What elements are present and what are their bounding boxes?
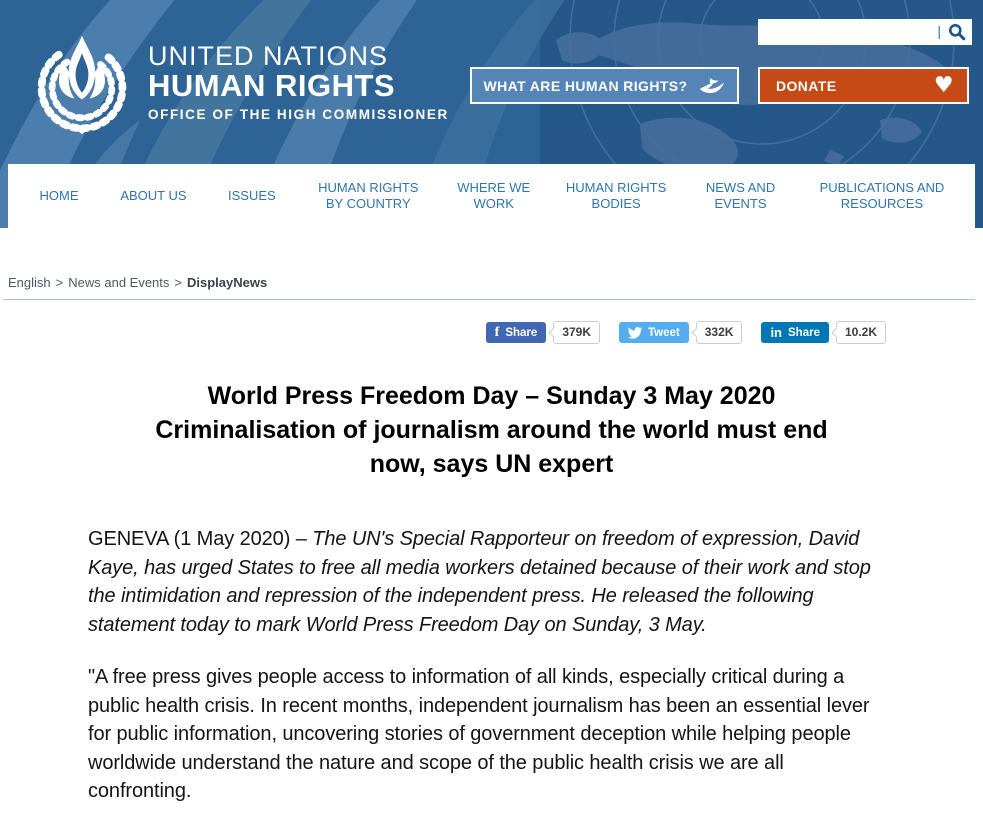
article-title-line-3: now, says UN expert (369, 450, 614, 478)
breadcrumb-separator: > (55, 275, 64, 290)
search-separator: | (937, 23, 941, 39)
facebook-share-button[interactable] (486, 322, 547, 343)
un-human-rights-emblem-icon (29, 34, 135, 136)
breadcrumb (8, 275, 983, 290)
nav-item-human-rights-by-country[interactable]: HUMAN RIGHTS BY COUNTRY (318, 180, 419, 211)
article-title (82, 379, 902, 481)
nav-item-human-rights-bodies[interactable]: HUMAN RIGHTS BODIES (565, 180, 667, 211)
facebook-share-group (486, 321, 600, 344)
linkedin-share-label: Share (788, 326, 820, 339)
tweet-count: 332K (696, 321, 743, 344)
tweet-button[interactable] (619, 322, 689, 343)
article-paragraph-2: "A free press gives people access to information of all kinds, especially critical during a public health crisis. In recent months, independent journalism has been an essential lever for public information, uncovering stories of government deception while helping people worldwide understand the nature and scope of the public health crisis we are all confronting. (88, 666, 870, 802)
site-header (0, 0, 983, 228)
donate-label: DONATE (776, 77, 837, 94)
nav-item-publications-and-resources[interactable]: PUBLICATIONS AND RESOURCES (819, 180, 945, 211)
tweet-label: Tweet (648, 326, 680, 339)
facebook-share-label: Share (505, 326, 538, 339)
dove-icon (698, 75, 726, 97)
nav-item-home[interactable]: HOME (39, 188, 79, 203)
main-navigation (8, 164, 975, 228)
linkedin-icon: in (770, 325, 782, 340)
linkedin-share-button[interactable] (761, 322, 829, 343)
search-box (758, 19, 972, 45)
linkedin-share-group (761, 321, 886, 344)
what-are-human-rights-button[interactable] (470, 67, 739, 104)
heart-icon: ♥ (933, 72, 954, 98)
nav-item-about-us[interactable]: ABOUT US (120, 188, 187, 203)
breadcrumb-separator: > (174, 275, 182, 290)
logo-united-nations: UNITED NATIONS (148, 41, 389, 71)
social-share-row (0, 321, 983, 344)
search-icon (948, 23, 966, 41)
linkedin-share-count: 10.2K (836, 321, 886, 344)
paragraph-1-lead: GENEVA (1 May 2020) – (88, 528, 313, 550)
breadcrumb-news-and-events[interactable]: News and Events (68, 275, 170, 290)
article-title-line-1: World Press Freedom Day – Sunday 3 May 2020 (207, 382, 776, 410)
article-title-line-2: Criminalisation of journalism around the world must end (155, 416, 828, 444)
logo-text (148, 42, 449, 122)
facebook-share-count: 379K (553, 321, 600, 344)
article-paragraph-1 (88, 525, 892, 639)
search-button[interactable] (948, 23, 966, 41)
ohchr-logo[interactable] (29, 34, 449, 136)
nav-item-issues[interactable]: ISSUES (228, 188, 276, 203)
breadcrumb-divider (3, 299, 975, 300)
logo-office-line: OFFICE OF THE HIGH COMMISSIONER (148, 107, 449, 122)
paragraph-1-italic: The UN's Special Rapporteur on freedom of expression, David Kaye, has urged States to free all media workers detained because of their work and stop the intimidation and repression of the independent press. He released the following statement today to mark World Press Freedom Day on Sunday, 3 May. (88, 528, 871, 636)
twitter-bird-icon (628, 327, 642, 339)
breadcrumb-english[interactable]: English (8, 275, 51, 290)
nav-item-news-and-events[interactable]: NEWS AND EVENTS (705, 180, 776, 211)
search-input[interactable] (766, 21, 937, 43)
donate-button[interactable] (758, 67, 969, 104)
logo-human-rights: HUMAN RIGHTS (148, 68, 396, 103)
breadcrumb-current: DisplayNews (187, 275, 268, 290)
twitter-share-group (619, 321, 742, 344)
facebook-icon: f (494, 324, 500, 340)
nav-item-where-we-work[interactable]: WHERE WE WORK (457, 180, 531, 211)
what-are-human-rights-label: WHAT ARE HUMAN RIGHTS? (483, 77, 688, 94)
